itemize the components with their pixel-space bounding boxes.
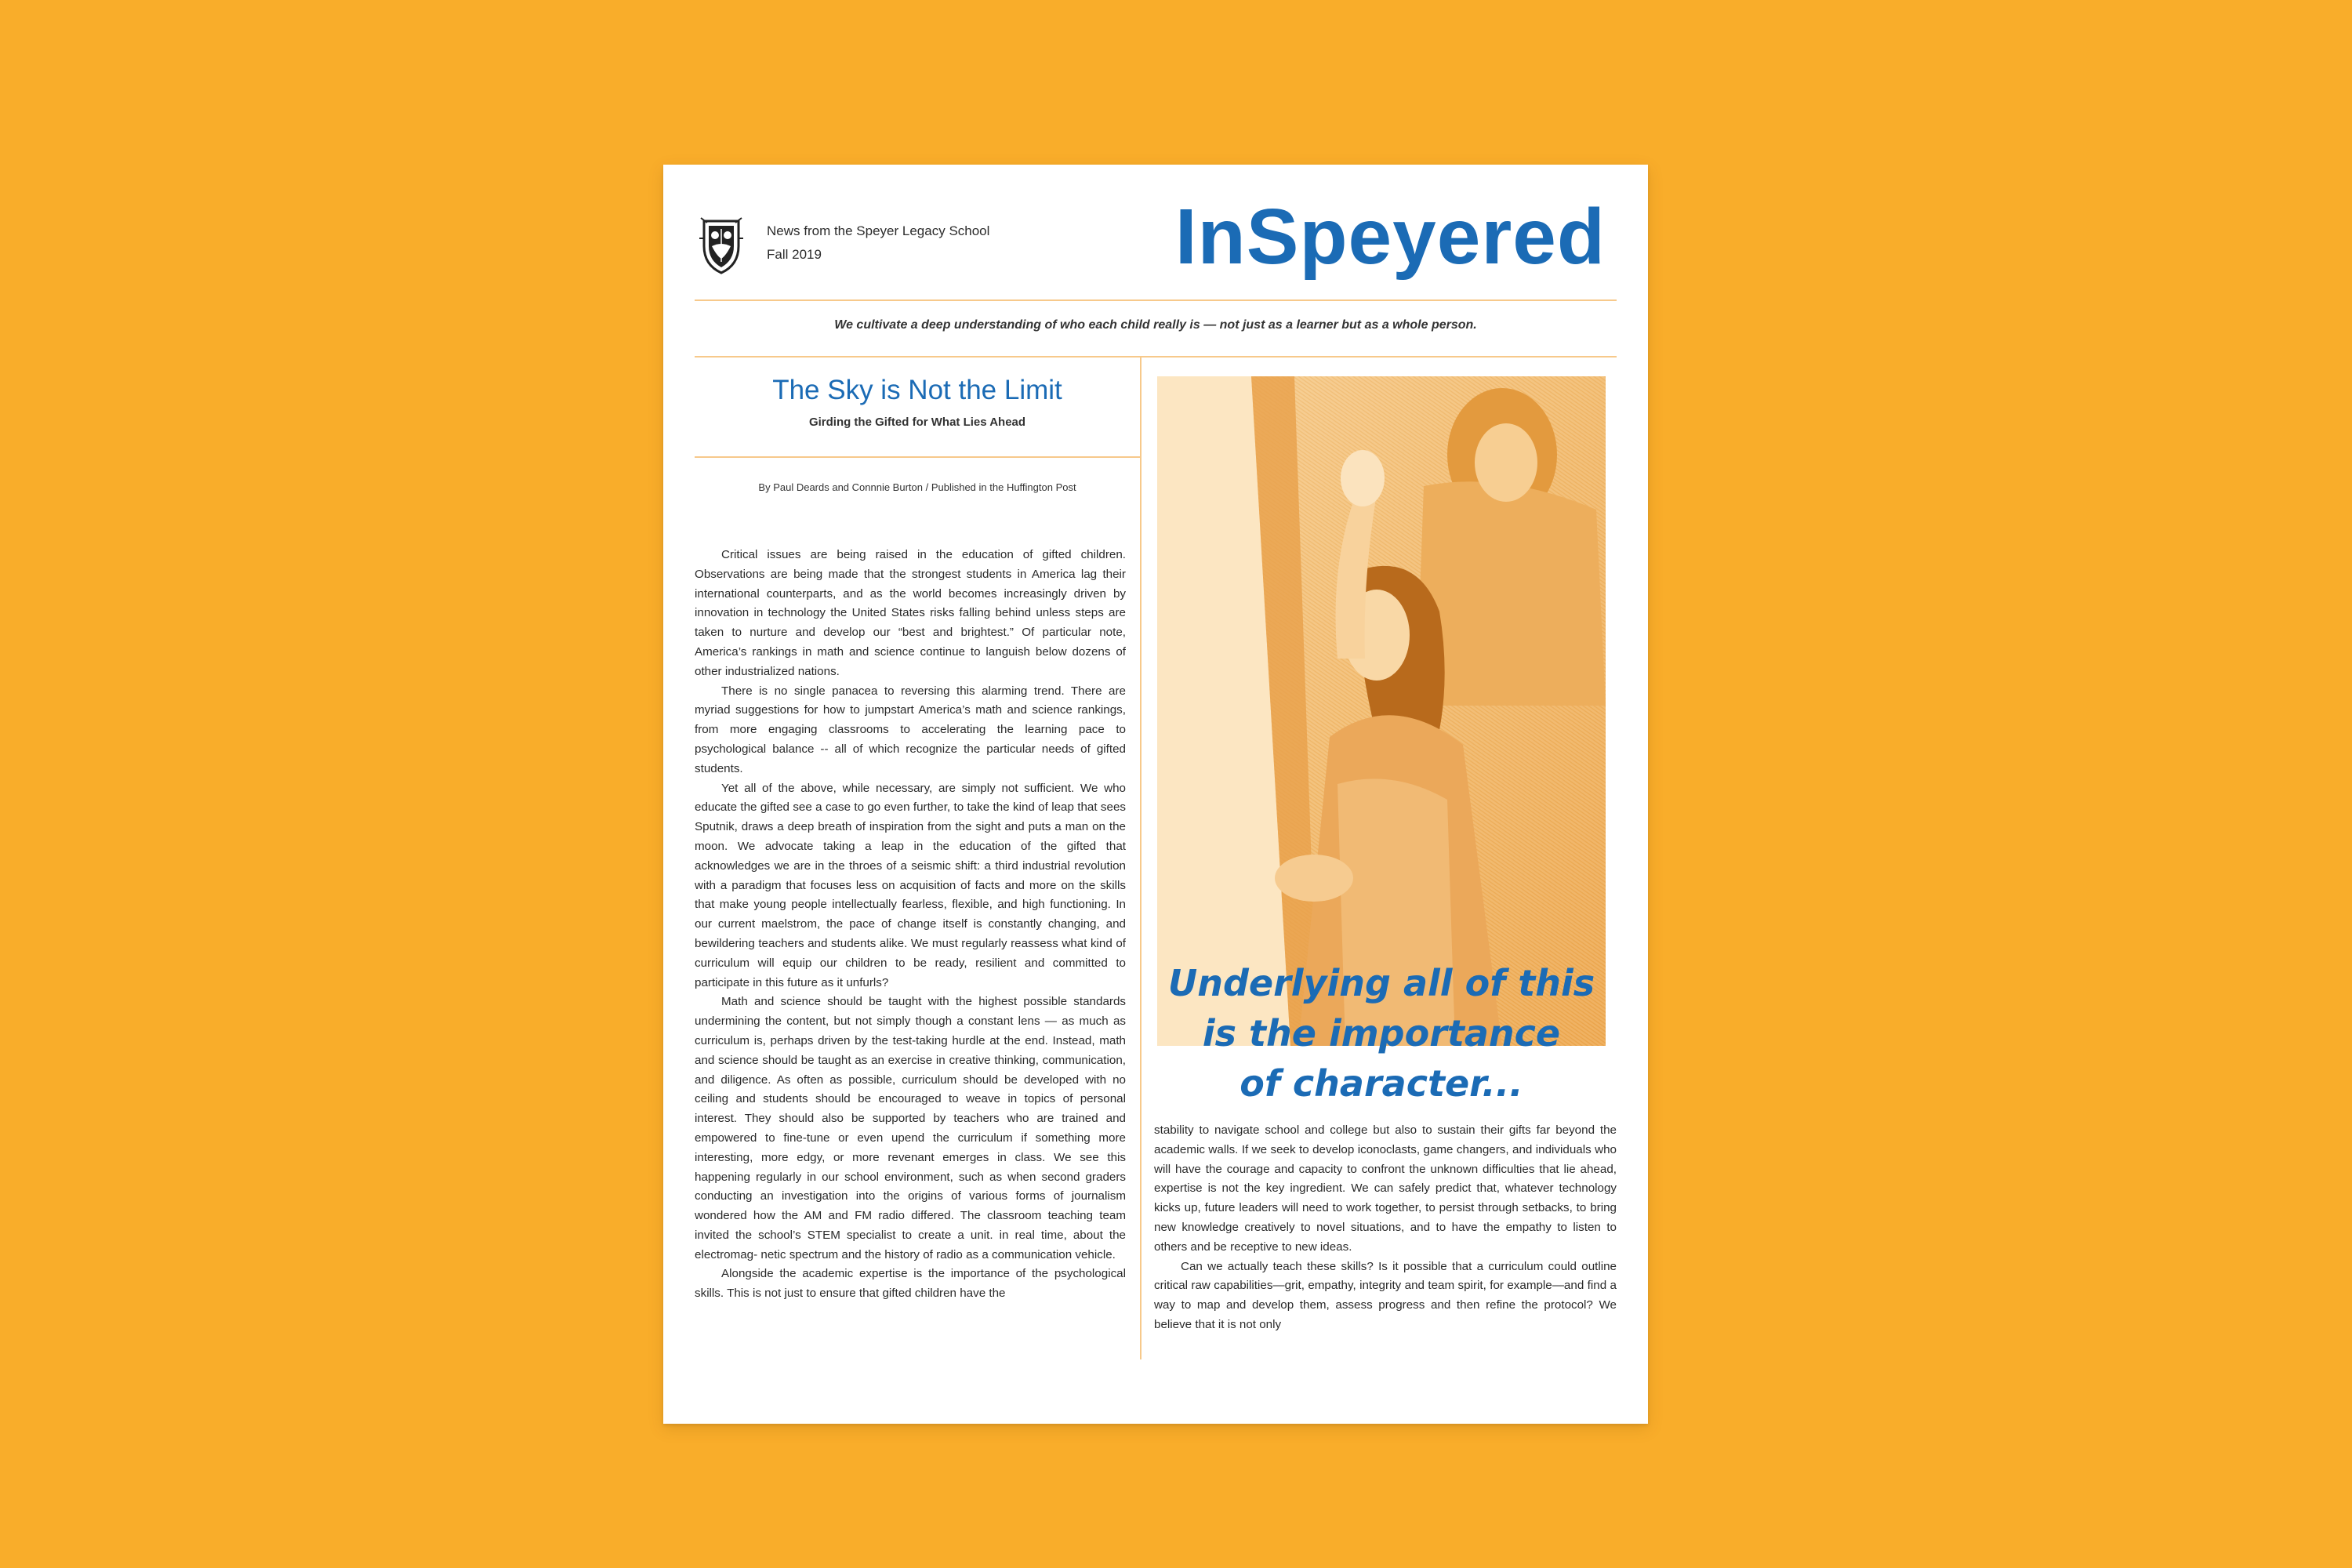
article-paragraph: stability to navigate school and college but also to sustain their gifts far beyond the academic walls. If we seek to develop iconoclasts, game changers, and individuals who will have the courage and capacity to confront the unknown difficulties that lie ahead, expertise is not the key ingredient. We can safely predict that, whatever technology kicks up, future leaders will need to work together, to persist through setbacks, to bring new knowledge creatively to novel situations, and to have the empathy to listen to others and be receptive to new ideas. [1154,1123,1617,1254]
article-title: The Sky is Not the Limit [772,375,1062,405]
feature-photo [1157,376,1606,1046]
pull-quote-line: Underlying all of this [1167,962,1595,1004]
pull-quote [1157,958,1606,1109]
article-paragraph: Critical issues are being raised in the education of gifted children. Observations are being made that the strongest students in America lag their international counterparts, and as the world becomes increasingly driven by innovation in technology the United States risks falling behind unless steps are taken to nurture and develop our “best and brightest.” Of particular note, America’s rankings in math and science continue to languish below dozens of other industrialized nations. [695,548,1126,678]
article-paragraph: Can we actually teach these skills? Is it possible that a curriculum could outline critical raw capabilities—grit, empathy, integrity and team spirit, for example—and find a way to map and develop them, assess progress and then refine the protocol? We believe that it is not only [1154,1259,1617,1331]
pull-quote-line: of character... [1240,1062,1523,1105]
article-body-right [1154,1121,1617,1335]
article-body-left [695,546,1126,1304]
girl-writing-photo [1157,376,1606,1046]
school-line: News from the Speyer Legacy School [767,223,990,238]
school-crest-icon [698,215,745,276]
divider [695,456,1140,458]
article-paragraph: There is no single panacea to reversing this alarming trend. There are myriad suggestions for how to jumpstart America’s math and science rankings, from more engaging classrooms to accelerating the learning pace to psychological balance -- all of which recognize the particular needs of gifted students. [695,684,1126,775]
column-divider [1140,356,1142,1359]
tagline: We cultivate a deep understanding of who each child really is — not just as a learner but as a whole person. [834,318,1477,332]
masthead-info [767,220,989,267]
issue-date: Fall 2019 [767,247,822,262]
article-subtitle: Girding the Gifted for What Lies Ahead [808,416,1026,429]
byline: By Paul Deards and Connnie Burton / Published in the Huffington Post [758,481,1076,493]
newsletter-page [663,165,1648,1424]
pull-quote-line: is the importance [1202,1012,1561,1054]
newsletter-title: InSpeyered [1174,193,1606,281]
divider [695,356,1617,358]
divider [695,299,1617,301]
article-paragraph: Alongside the academic expertise is the importance of the psychological skills. This is not just to ensure that gifted children have the [695,1267,1126,1301]
article-paragraph: Yet all of the above, while necessary, are simply not sufficient. We who educate the gifted see a case to go even further, to take the kind of leap that sees Sputnik, draws a deep breath of inspiration from the sight and puts a man on the moon. We advocate taking a leap in the education of the gifted that acknowledges we are in the throes of a seismic shift: a third industrial revolution with a paradigm that focuses less on acquisition of facts and more on the skills that make young people intellectually fearless, flexible, and high functioning. In our current maelstrom, the pace of change itself is constantly changing, and bewildering teachers and students alike. We must regularly reassess what kind of curriculum will equip our children to be ready, resilient and committed to participate in this future as it unfurls? [695,781,1126,989]
article-paragraph: Math and science should be taught with the highest possible standards undermining the content, but not simply though a constant lens — as much as curriculum is, perhaps driven by the test-taking hurdle at the end. Instead, math and science should be taught as an exercise in creative thinking, communication, and diligence. As often as possible, curriculum should be developed with no ceiling and students should be encouraged to weave in topics of personal interest. They should also be supported by teachers who are trained and empowered to fine-tune or even upend the curriculum if something more interesting, more edgy, or more revenant emerges in class. We see this happening regularly in our school environment, such as when second graders conducting an investigation into the origins of various forms of journalism wondered how the AM and FM radio differed. The classroom teaching team invited the school’s STEM specialist to create a unit. in real time, about the electromag- netic spectrum and the history of radio as a communication vehicle. [695,995,1126,1261]
